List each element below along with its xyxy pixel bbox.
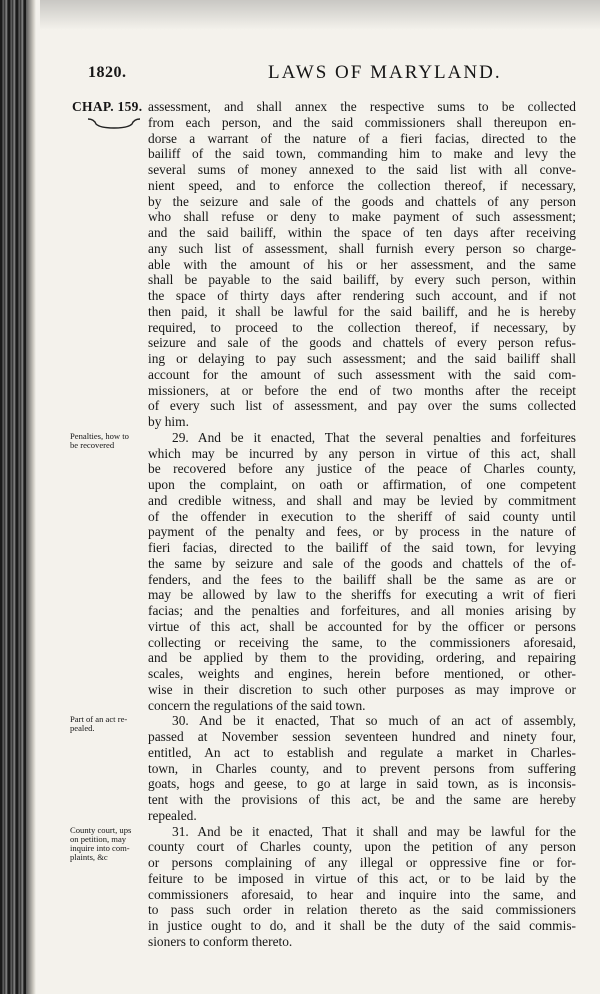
running-header bbox=[88, 62, 548, 88]
text-line: payment of the penalty and fees, or by process in the nature of bbox=[148, 524, 576, 540]
text-line: dorse a warrant of the nature of a fieri facias, directed to the bbox=[148, 130, 576, 146]
binding-shadow bbox=[26, 0, 36, 994]
text-line: concern the regulations of the said town. bbox=[148, 697, 366, 713]
text-line: missioners, at or before the end of two months after the receipt bbox=[148, 382, 576, 398]
page-title: LAWS OF MARYLAND. bbox=[268, 62, 502, 83]
text-line: feiture to be imposed in virtue of this act, or to be laid by the bbox=[148, 870, 576, 886]
book-binding bbox=[0, 0, 26, 994]
text-line: from each person, and the said commissioners shall thereupon en- bbox=[148, 114, 576, 130]
page-year: 1820. bbox=[88, 64, 127, 81]
text-line: 29. And be it enacted, That the several penalties and forfeitures bbox=[172, 429, 576, 445]
chapter-bracket bbox=[86, 116, 142, 130]
text-line: county court of Charles county, upon the petition of any person bbox=[148, 839, 576, 855]
text-line: of every such list of assessment, and pay over the sums collected bbox=[148, 398, 576, 414]
text-line: several sums of money annexed to the said list with all conve- bbox=[148, 162, 576, 177]
text-line: scales, weights and engines, herein before mentioned, or other- bbox=[148, 666, 576, 681]
text-line: the same by seizure and sale of the goods and chattels of the of- bbox=[148, 555, 576, 571]
text-line: bailiff of the said town, commanding him to make and levy the bbox=[148, 146, 576, 162]
text-line: town, in Charles county, and to prevent persons from suffering bbox=[148, 760, 576, 776]
text-line: or persons complaining of any illegal or oppressive fine or for- bbox=[148, 855, 576, 870]
text-line: account for the amount of such assessment with the said com- bbox=[148, 366, 576, 382]
text-line: any such list of assessment, shall furnish every person so charge- bbox=[148, 240, 576, 256]
margin-note bbox=[70, 826, 146, 862]
text-line: be recovered before any justice of the peace of Charles county, bbox=[148, 461, 576, 477]
text-line: seizure and sale of the goods and chattels of every person refus- bbox=[148, 335, 576, 351]
chapter-label: CHAP. 159. bbox=[72, 99, 143, 114]
margin-note-line: Penalties, how to bbox=[70, 430, 129, 441]
text-line: assessment, and shall annex the respective sums to be collected bbox=[148, 99, 576, 114]
text-line: sioners to conform thereto. bbox=[148, 933, 293, 949]
text-line: may be allowed by law to the sheriffs for executing a writ of fieri bbox=[148, 587, 576, 603]
section-paragraph bbox=[148, 824, 576, 950]
text-line: of the offender in execution to the sheriff of said county until bbox=[148, 508, 576, 524]
margin-note-line: Part of an act re- bbox=[70, 714, 128, 725]
text-line: collecting or receiving the same, to the commissioners aforesaid, bbox=[148, 634, 576, 650]
text-line: virtue of this act, shall be accounted for by the officer or persons bbox=[148, 618, 576, 634]
text-line: entitled, An act to establish and regulate a market in Charles- bbox=[148, 744, 576, 760]
text-line: in justice ought to do, and it shall be the duty of the said commis- bbox=[148, 918, 576, 933]
text-line: commissioners aforesaid, to hear and inquire into the same, and bbox=[148, 886, 576, 902]
margin-note-line: be recovered bbox=[70, 439, 115, 450]
text-line: 30. And be it enacted, That so much of an act of assembly, bbox=[172, 713, 576, 729]
section-paragraph bbox=[148, 713, 576, 823]
section-paragraph bbox=[148, 99, 576, 430]
text-line: tent with the provisions of this act, be and the same are hereby bbox=[148, 792, 576, 807]
margin-note-line: County court, ups bbox=[70, 824, 132, 835]
text-line: ing or delaying to pay such assessment; and the said bailiff shall bbox=[148, 351, 576, 366]
text-line: fenders, and the fees to the bailiff shall be the same as are or bbox=[148, 571, 576, 587]
margin-note-line: pealed. bbox=[70, 723, 95, 734]
text-line: fieri facias, directed to the bailiff of the said town, for levying bbox=[148, 540, 576, 555]
text-line: able with the amount of his or her assessment, and the same bbox=[148, 256, 576, 272]
text-line: nient speed, and to enforce the collection thereof, if necessary, bbox=[148, 177, 576, 193]
text-line: and the said bailiff, within the space of ten days after receiving bbox=[148, 225, 576, 240]
text-line: upon the complaint, on oath or affirmation, of one competent bbox=[148, 477, 576, 492]
text-line: then paid, it shall be lawful for the said bailiff, and he is hereby bbox=[148, 303, 576, 319]
text-line: the space of thirty days after rendering such account, and if not bbox=[148, 288, 576, 303]
text-line: by the seizure and sale of the goods and chattels of any person bbox=[148, 193, 576, 209]
text-line: to pass such order in relation thereto as the said commissioners bbox=[148, 902, 576, 918]
text-line: 31. And be it enacted, That it shall and may be lawful for the bbox=[172, 823, 576, 839]
scan-smudge bbox=[40, 0, 600, 30]
margin-note bbox=[70, 715, 146, 733]
text-line: facias; and the penalties and forfeitures, and all monies arising by bbox=[148, 603, 576, 618]
text-line: and credible witness, and shall and may be levied by commitment bbox=[148, 492, 576, 508]
text-line: shall be payable to the said bailiff, by every such person, within bbox=[148, 272, 576, 288]
text-line: and be applied by them to the providing, ordering, and repairing bbox=[148, 650, 576, 666]
text-line: by him. bbox=[148, 414, 189, 429]
margin-note-line: inquire into com- bbox=[70, 842, 130, 853]
text-line: goats, hogs and geese, to go at large in said town, as is inconsis- bbox=[148, 776, 576, 792]
text-line: who shall refuse or deny to make payment of such assessment; bbox=[148, 209, 576, 225]
margin-note-line: on petition, may bbox=[70, 833, 127, 844]
text-line: wise in their discretion to such other purposes as may improve or bbox=[148, 681, 576, 697]
text-line: passed at November session seventeen hundred and ninety four, bbox=[148, 729, 576, 744]
text-line: repealed. bbox=[148, 807, 197, 823]
text-line: which may be incurred by any person in virtue of this act, shall bbox=[148, 445, 576, 461]
margin-note bbox=[70, 432, 146, 450]
text-line: required, to proceed to the collection thereof, if necessary, by bbox=[148, 319, 576, 335]
margin-note-line: plaints, &c bbox=[70, 851, 108, 862]
section-paragraph bbox=[148, 430, 576, 714]
